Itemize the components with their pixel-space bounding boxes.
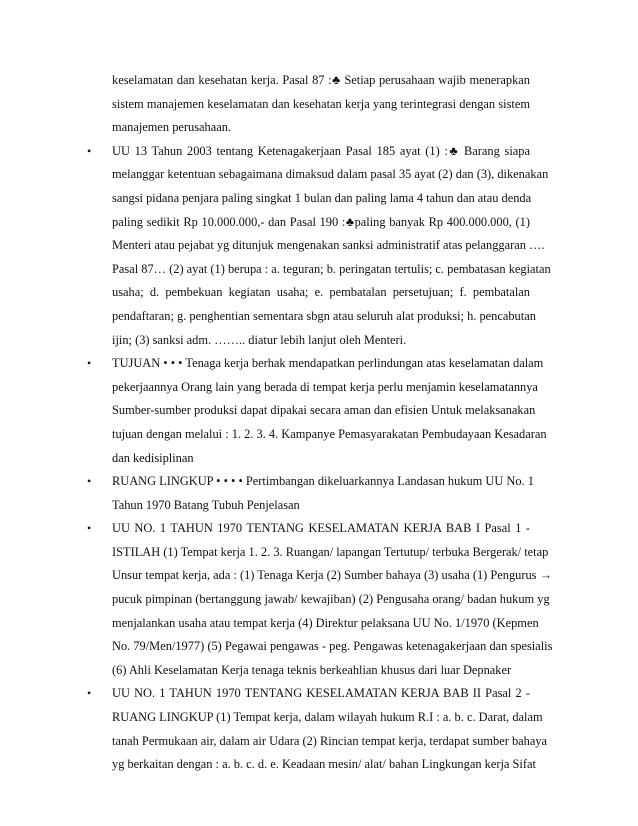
text-line: UU 13 Tahun 2003 tentang Ketenagakerjaan Pasal 185 ayat (1) :♣ Barang siapa xyxy=(112,143,530,158)
text-line: UU NO. 1 TAHUN 1970 TENTANG KESELAMATAN KERJA BAB II Pasal 2 - xyxy=(112,686,530,701)
bullet-icon: • xyxy=(87,686,92,701)
text-line: RUANG LINGKUP (1) Tempat kerja, dalam wilayah hukum R.I : a. b. c. Darat, dalam xyxy=(112,710,543,725)
text-line: Menteri atau pejabat yg ditunjuk mengenakan sanksi administratif atas pelanggaran …. xyxy=(112,238,545,253)
text-line: ISTILAH (1) Tempat kerja 1. 2. 3. Ruangan/ lapangan Tertutup/ terbuka Bergerak/ tetap xyxy=(112,544,549,559)
bullet-icon: • xyxy=(87,521,92,536)
text-line: sangsi pidana penjara paling singkat 1 bulan dan paling lama 4 tahun dan atau denda xyxy=(112,190,532,205)
text-line: dan kedisiplinan xyxy=(112,450,194,465)
text-line: yg berkaitan dengan : a. b. c. d. e. Keadaan mesin/ alat/ bahan Lingkungan kerja Sifat xyxy=(112,757,536,772)
document-body xyxy=(82,69,562,777)
text-line: pucuk pimpinan (bertanggung jawab/ kewajiban) (2) Pengusaha orang/ badan hukum yg xyxy=(112,592,550,607)
text-line: pendaftaran; g. penghentian sementara sbgn atau seluruh alat produksi; h. pencabutan xyxy=(112,308,536,323)
bullet-item-tujuan xyxy=(82,352,562,470)
paragraph-continuation xyxy=(82,69,562,140)
text-line: RUANG LINGKUP • • • • Pertimbangan dikeluarkannya Landasan hukum UU No. 1 xyxy=(112,474,534,489)
bullet-icon: • xyxy=(87,143,92,158)
text-line: paling sedikit Rp 10.000.000,- dan Pasal 190 :♣paling banyak Rp 400.000.000, (1) xyxy=(112,214,530,229)
text-line: keselamatan dan kesehatan kerja. Pasal 87 :♣ Setiap perusahaan wajib menerapkan xyxy=(112,73,530,87)
text-line: tanah Permukaan air, dalam air Udara (2) Rincian tempat kerja, terdapat sumber bahaya xyxy=(112,733,548,748)
text-line: Unsur tempat kerja, ada : (1) Tenaga Kerja (2) Sumber bahaya (3) usaha (1) Pengurus → xyxy=(112,568,552,583)
bullet-item-uu-13-2003 xyxy=(82,140,562,352)
text-line: (6) Ahli Keselamatan Kerja tenaga teknis berkeahlian khusus dari luar Depnaker xyxy=(112,662,512,677)
text-line: Sumber-sumber produksi dapat dipakai secara aman dan efisien Untuk melaksanakan xyxy=(112,403,536,418)
text-line: ijin; (3) sanksi adm. …….. diatur lebih lanjut oleh Menteri. xyxy=(112,332,407,347)
text-line: manajemen perusahaan. xyxy=(112,120,232,135)
bullet-item-bab-2 xyxy=(82,682,562,776)
text-line: sistem manajemen keselamatan dan kesehatan kerja yang terintegrasi dengan sistem xyxy=(112,96,530,111)
text-line: pekerjaannya Orang lain yang berada di tempat kerja perlu menjamin keselamatannya xyxy=(112,379,538,394)
text-line: melanggar ketentuan sebagaimana dimaksud dalam pasal 35 ayat (2) dan (3), dikenakan xyxy=(112,167,549,182)
bullet-icon: • xyxy=(87,356,92,371)
bullet-item-bab-1 xyxy=(82,517,562,682)
bullet-icon: • xyxy=(87,474,92,489)
text-line: Tahun 1970 Batang Tubuh Penjelasan xyxy=(112,497,300,512)
text-line: menjalankan usaha atau tempat kerja (4) Direktur pelaksana UU No. 1/1970 (Kepmen xyxy=(112,615,539,630)
text-line: UU NO. 1 TAHUN 1970 TENTANG KESELAMATAN KERJA BAB I Pasal 1 - xyxy=(112,521,530,536)
text-line: TUJUAN • • • Tenaga kerja berhak mendapatkan perlindungan atas keselamatan dalam xyxy=(112,356,544,371)
bullet-item-ruang-lingkup xyxy=(82,470,562,517)
text-line: usaha; d. pembekuan kegiatan usaha; e. pembatalan persetujuan; f. pembatalan xyxy=(112,285,530,300)
text-line: Pasal 87… (2) ayat (1) berupa : a. teguran; b. peringatan tertulis; c. pembatasan kegiatan xyxy=(112,261,551,276)
text-line: tujuan dengan melalui : 1. 2. 3. 4. Kampanye Pemasyarakatan Pembudayaan Kesadaran xyxy=(112,426,547,441)
text-line: No. 79/Men/1977) (5) Pegawai pengawas - peg. Pengawas ketenagakerjaan dan spesialis xyxy=(112,639,553,654)
